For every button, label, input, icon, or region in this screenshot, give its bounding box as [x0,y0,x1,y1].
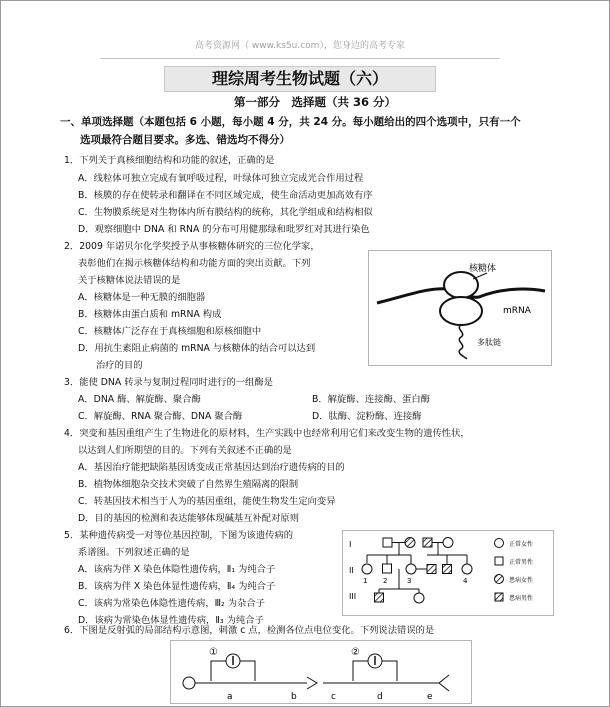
mrna-label: mRNA [503,306,531,316]
q4-option-d: D．目的基因的检测和表达能够体现碱基互补配对原则 [78,513,299,524]
q3-option-a: A．DNA 酶、解旋酶、聚合酶 [78,394,201,405]
q5-option-a: A．该病为伴 X 染色体隐性遗传病，Ⅱ₁ 为纯合子 [78,564,276,575]
q2-option-a: A．核糖体是一种无膜的细胞器 [78,292,206,303]
ped-num-2: 2 [383,577,388,585]
q4-option-c: C．转基因技术相当于人为的基因重组，能使生物发生定向变异 [78,496,336,507]
reflex-arc-figure [170,640,472,704]
ped-II3-female [406,564,416,574]
ped-II2-male [383,564,392,573]
peptide-label: 多肽链 [477,338,501,347]
meter-1-label: ① [209,647,218,658]
q5-option-d: D．该病为常染色体显性遗传病，Ⅱ₃ 为纯合子 [78,615,264,626]
q5-stem-2: 系谱图。下列叙述正确的是 [78,547,190,558]
ped-II-male-affected [427,565,436,574]
q2-option-d: D．用抗生素阻止病菌的 mRNA 与核糖体的结合可以达到 [78,343,316,354]
legend-affected-male: 患病男性 [509,595,534,602]
section-line-1: 一、单项选择题（本题包括 6 小题，每小题 4 分，共 24 分。每小题给出的四个选项中，只有一个 [60,116,521,128]
gen-II-label: II [349,566,354,575]
legend-normal-male: 正常男性 [509,559,534,566]
ribosome-label: 核糖体 [469,264,497,274]
q3-option-c: C．解旋酶、RNA 聚合酶、DNA 聚合酶 [78,411,243,422]
legend-normal-female-icon [495,539,504,548]
ped-I1-male [383,538,392,547]
section-instructions [60,113,580,149]
ped-I4-female [443,538,453,548]
legend-affected-female-icon [495,575,504,584]
q5-option-c: C．该病为常染色体隐性遗传病，Ⅲ₂ 为杂合子 [78,598,265,609]
ped-III2-female [414,593,424,603]
legend-normal-female: 正常女性 [509,541,534,548]
ped-num-3: 3 [407,577,412,585]
ped-II-female [462,564,472,574]
ped-II4-male-affected [443,565,452,574]
pedigree-figure [342,530,554,616]
point-b: b [291,692,297,702]
ped-III1-male-affected [375,593,384,602]
q2-stem-2: 表彰他们在揭示核糖体结构和功能方面的突出贡献。下列 [78,258,311,269]
q4-option-a: A．基因治疗能把缺陷基因诱变成正常基因达到治疗遗传病的目的 [78,462,345,473]
point-c: c [331,692,336,702]
q2-option-d-cont: 治疗的目的 [96,360,143,371]
q4-stem-2: 以达到人们所期望的目的。下列有关叙述不正确的是 [78,445,292,456]
section-line-2: 选项最符合题目要求。多选、错选均不得分） [80,134,290,146]
point-a: a [227,692,233,702]
q1-option-b: B．核膜的存在使转录和翻译在不同区域完成，使生命活动更加高效有序 [78,190,373,201]
legend-affected-male-icon [495,593,503,601]
gen-I-label: I [349,540,352,549]
q5-option-b: B．该病为伴 X 染色体显性遗传病，Ⅱ₄ 为纯合子 [78,581,276,592]
q1-option-d: D．观察细胞中 DNA 和 RNA 的分布可用健那绿和吡罗红对其进行染色 [78,224,370,235]
page-header: 高考资源网（ www.ks5u.com），您身边的高考专家 [100,38,500,59]
q4-option-b: B．植物体细胞杂交技术突破了自然界生殖隔离的限制 [78,479,299,490]
page-title: 理综周考生物试题（六） [164,66,436,92]
ped-I3-male-affected [423,538,432,547]
q2-stem-3: 关于核糖体说法错误的是 [78,275,181,286]
q1-stem: 1．下列关于真核细胞结构和功能的叙述，正确的是 [64,155,275,166]
ped-I2-female-affected [405,538,415,548]
q3-stem: 3．能使 DNA 转录与复制过程同时进行的一组酶是 [64,377,273,388]
ped-num-4: 4 [463,577,468,585]
q1-option-a: A．线粒体可独立完成有氧呼吸过程，叶绿体可独立完成光合作用过程 [78,173,364,184]
q5-stem-1: 5．某种遗传病受一对等位基因控制，下图为该遗传病的 [64,530,294,541]
legend-normal-male-icon [495,557,503,565]
ped-num-1: 1 [363,577,368,585]
q3-option-d: D．肽酶、淀粉酶、连接酶 [312,411,422,422]
q6-stem: 6．下图是反射弧的局部结构示意图，刺激 c 点，检测各位点电位变化。下列说法错误的是 [64,625,435,636]
ribosome-figure [368,250,552,366]
point-d: d [377,692,383,702]
meter-2-label: ② [351,647,360,658]
ped-II1-female [362,564,372,574]
q4-stem-1: 4．突变和基因重组产生了生物进化的原材料，生产实践中也经常利用它们来改变生物的遗传性状， [64,428,470,439]
q2-option-c: C．核糖体广泛存在于真核细胞和原核细胞中 [78,326,262,337]
q1-option-c: C．生物膜系统是对生物体内所有膜结构的统称，其化学组成和结构相似 [78,207,373,218]
legend-affected-female: 患病女性 [509,577,534,584]
point-e: e [427,692,433,702]
q2-stem-1: 2．2009 年诺贝尔化学奖授予从事核糖体研究的三位化学家， [64,241,320,252]
gen-III-label: III [349,592,357,601]
q2-option-b: B．核糖体由蛋白质和 mRNA 构成 [78,309,222,320]
q3-option-b: B．解旋酶、连接酶、蛋白酶 [312,394,430,405]
part-heading: 第一部分 选择题（共 36 分） [233,95,396,109]
